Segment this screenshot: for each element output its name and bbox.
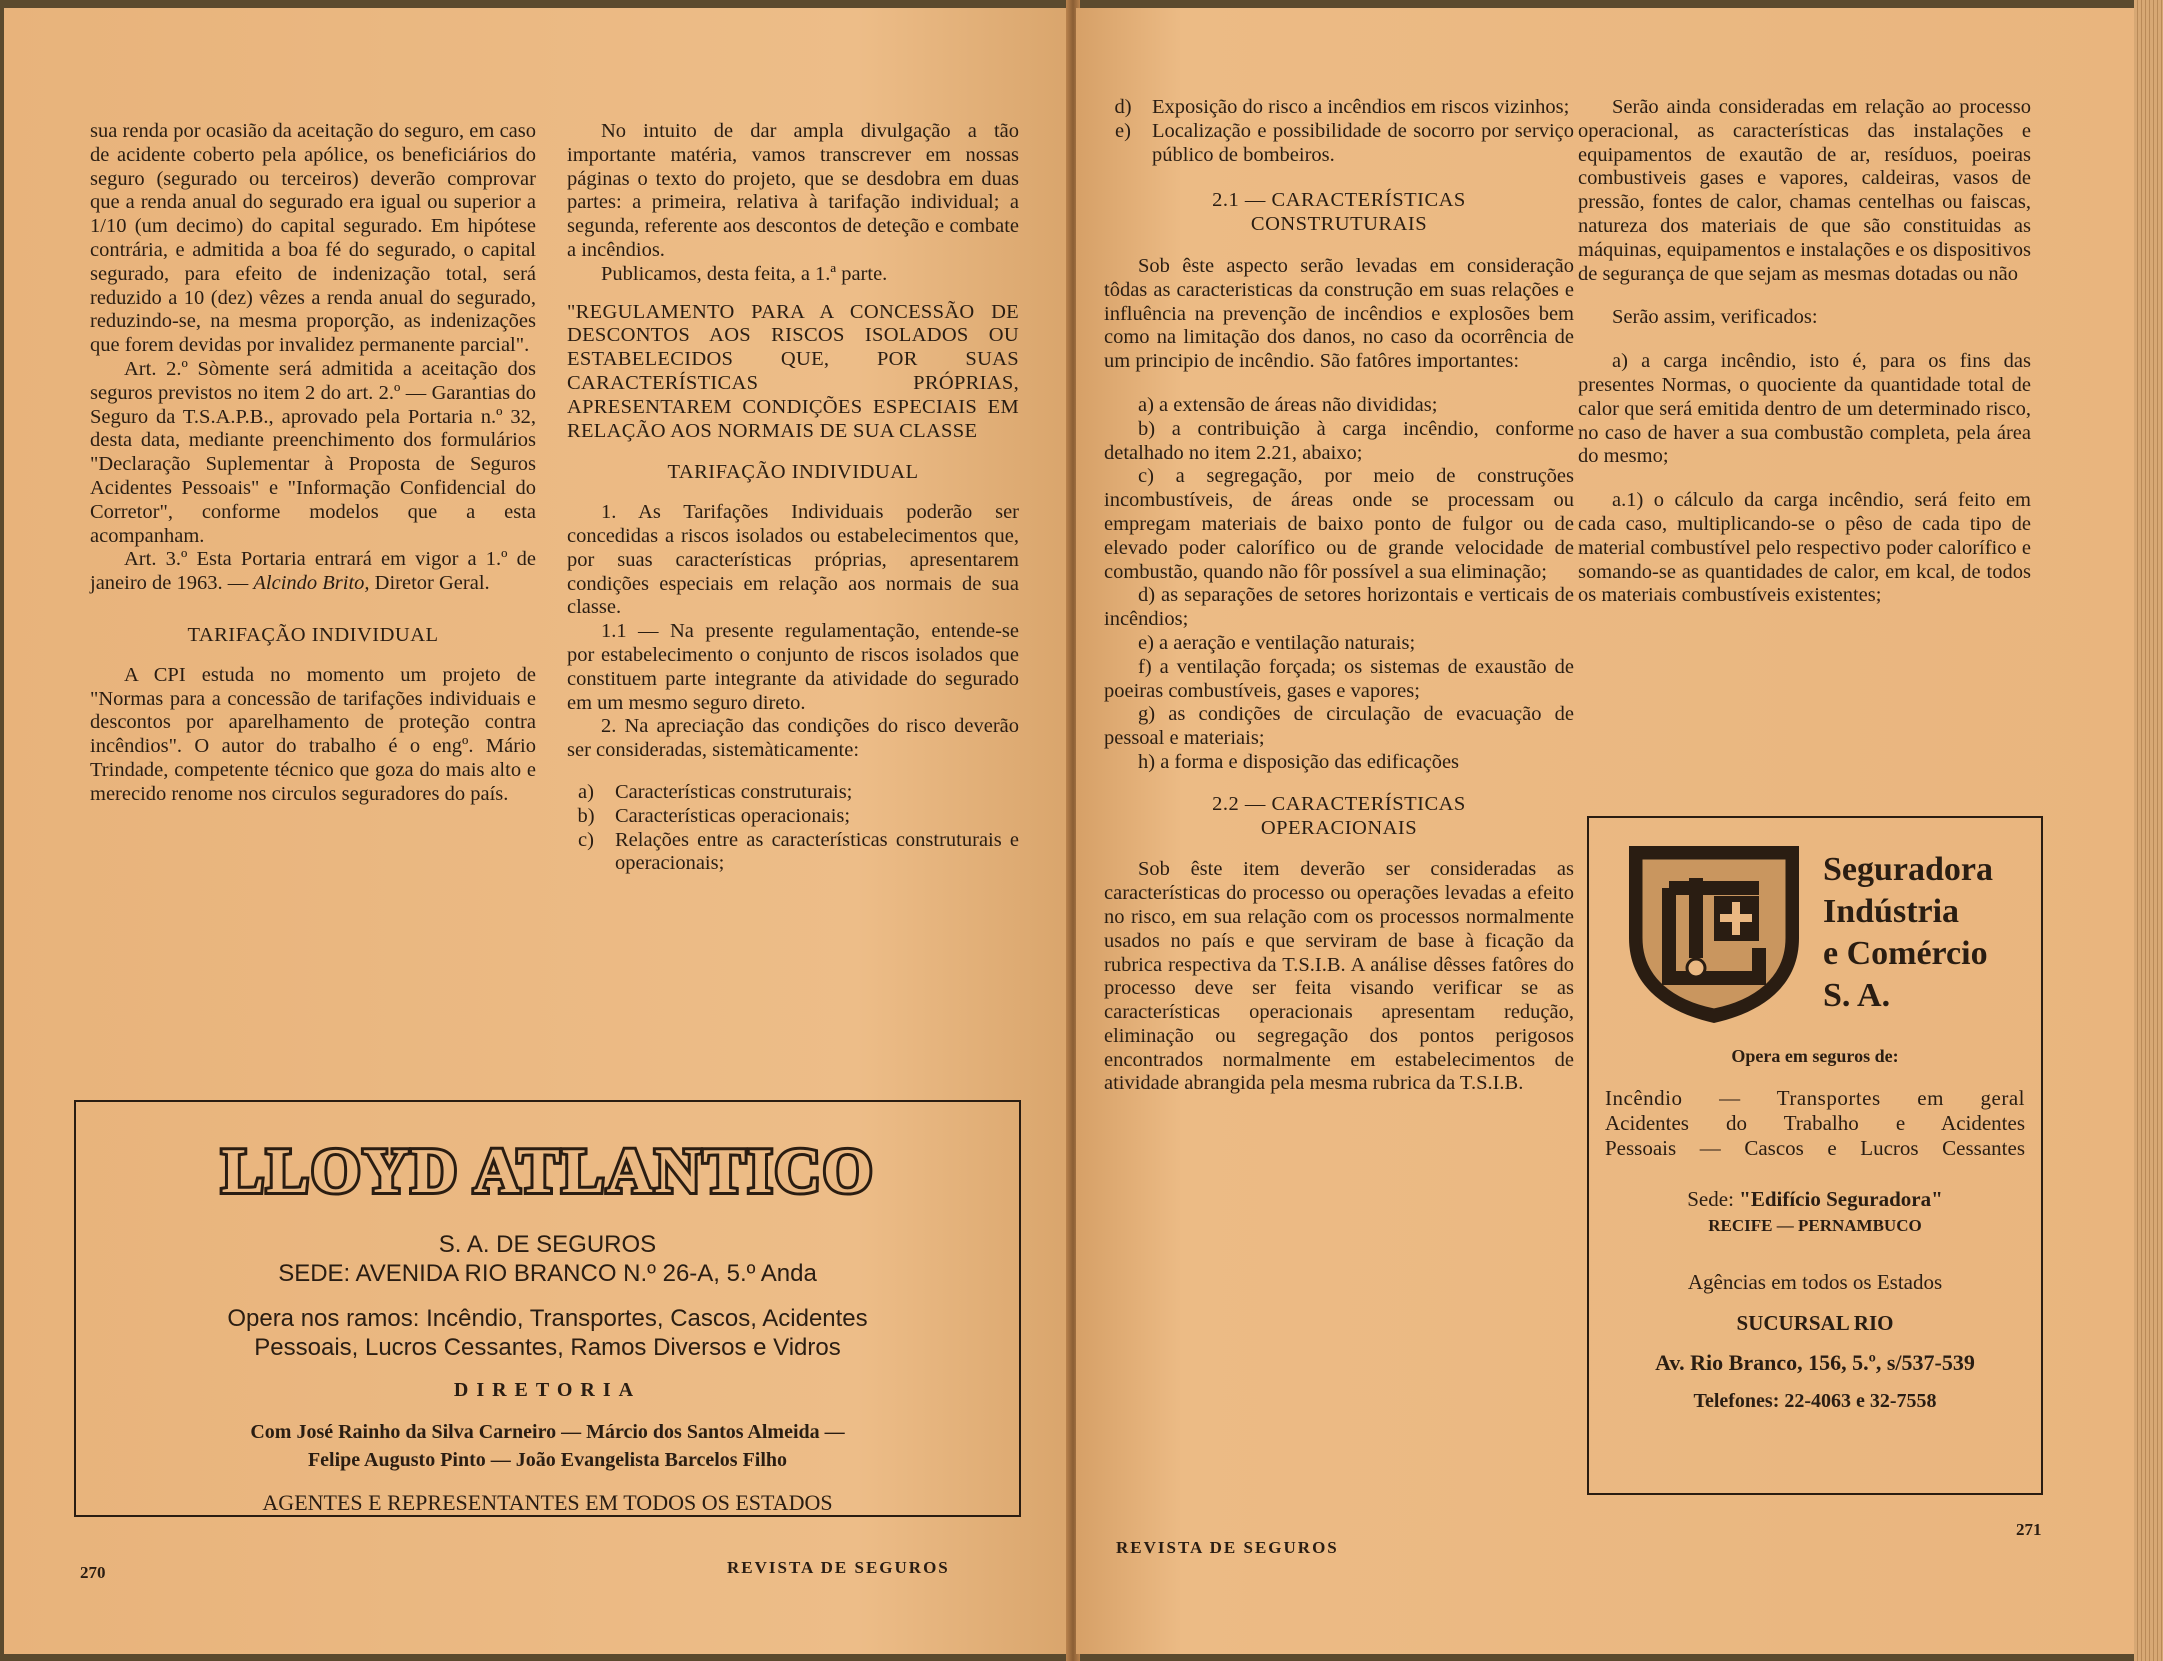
ad-company-name: e Comércio xyxy=(1823,935,1988,972)
ad-company-name: Indústria xyxy=(1823,893,1960,930)
paragraph-text: Diretor Geral. xyxy=(374,572,490,595)
list-text: Características operacionais; xyxy=(615,804,851,827)
paragraph: 2. Na apreciação das condições do risco deverão ser consideradas, sistemàticamente: xyxy=(567,715,1019,762)
paragraph: a.1) o cálculo da carga incêndio, será feito em cada caso, multiplicando-se o pêso de cada tipo de material combustível pelo respectivo poder calorífico e somando-se as quantidades de calor, em kcal, de todos os materiais combustíveis existentes; xyxy=(1578,489,2031,607)
list-item xyxy=(567,805,1019,829)
ad-board-members: Com José Rainho da Silva Carneiro — Márcio dos Santos Almeida — xyxy=(250,1421,845,1443)
paragraph: A CPI estuda no momento um projeto de "Normas para a concessão de tarifações individuais e descontos por aparelhamento de proteção contra incêndios". O autor do trabalho é o engº. Mário Trindade, competente técnico que goza do mais alto e merecido renome nos circulos seguradores do país. xyxy=(90,663,536,805)
list-label: d) xyxy=(1114,96,1132,118)
list-label: c) xyxy=(578,828,594,851)
list-item xyxy=(1104,120,1574,168)
list-text: Relações entre as características construturais e operacionais; xyxy=(615,828,1019,875)
ad-agencies: Agências em todos os Estados xyxy=(1687,1270,1943,1294)
paragraph: Art. 2.º Sòmente será admitida a aceitação dos seguros previstos no item 2 do art. 2.º — Garantias do Seguro da T.S.A.P.B., aprovado pela Portaria n.º 32, desta data, mediante preenchimento dos formulários "Declaração Suplementar à Proposta de Seguros Acidentes Pessoais" e "Informação Confidencial do Corretor", conforme modelos que a esta acompanham. xyxy=(90,357,536,547)
list-item: f) a ventilação forçada; os sistemas de exaustão de poeiras combustíveis, gases e vapores; xyxy=(1104,655,1574,702)
right-column-1 xyxy=(1104,96,1574,1096)
ad-city: RECIFE — PERNAMBUCO xyxy=(1708,1216,1922,1235)
paragraph: 1.1 — Na presente regulamentação, entende-se por estabelecimento o conjunto de riscos isolados que constituem parte integrante da atividade do segurado em um mesmo seguro direto. xyxy=(567,620,1019,714)
section-heading: TARIFAÇÃO INDIVIDUAL xyxy=(187,623,439,646)
paragraph: Sob êste item deverão ser consideradas as características do processo ou operações levadas a efeito no risco, em sua relação com os processos normalmente usados no país e que serviram de base à ficação da rubrica respectiva da T.S.I.B. A análise dêsses fatôres do processo deve ser feita visando verificar se as características operacionais apresentam redução, eliminação ou segregação dos pontos perigosos encontrados normalmente em estabelecimentos de atividade abrangida pela mesma rubrica da T.S.I.B. xyxy=(1104,858,1574,1095)
paragraph: Publicamos, desta feita, a 1.ª parte. xyxy=(601,262,888,285)
list-item: b) a contribuição à carga incêndio, conforme detalhado no item 2.21, abaixo; xyxy=(1104,417,1574,464)
list-item: e) a aeração e ventilação naturais; xyxy=(1138,631,1416,654)
ad-branch: SUCURSAL RIO xyxy=(1736,1311,1894,1335)
list-label: e) xyxy=(1115,119,1131,142)
logo-text: LLOYD ATLANTICO xyxy=(221,1135,874,1206)
signature-name: Alcindo Brito, xyxy=(253,572,370,595)
page-edges xyxy=(2134,0,2163,1661)
ad-company: S. A. DE SEGUROS xyxy=(438,1231,657,1258)
ad-sede: "Edifício Seguradora" xyxy=(1739,1187,1943,1211)
right-page xyxy=(1076,8,2134,1654)
left-column-2 xyxy=(567,120,1019,876)
page-number: 271 xyxy=(2016,1520,2042,1539)
paragraph-text: Art. 3.º Esta Portaria entrará em vigor a 1.º de janeiro de 1963. — xyxy=(90,548,536,595)
page-number: 270 xyxy=(80,1563,106,1582)
ad-company-name: S. A. xyxy=(1823,977,1891,1014)
ad-opera: Opera em seguros de: xyxy=(1731,1046,1899,1066)
ad-branches: Opera nos ramos: Incêndio, Transportes, Cascos, Acidentes xyxy=(227,1305,868,1332)
left-column-1 xyxy=(90,120,536,807)
list-text: Exposição do risco a incêndios em riscos vizinhos; xyxy=(1152,96,1570,118)
list-item xyxy=(567,781,1019,805)
ad-address: Av. Rio Branco, 156, 5.º, s/537-539 xyxy=(1655,1350,1975,1375)
lloyd-atlantico-advertisement xyxy=(74,1100,1021,1517)
ad-phones: Telefones: 22-4063 e 32-7558 xyxy=(1693,1390,1937,1412)
regulation-title: "REGULAMENTO PARA A CONCESSÃO DE DESCONTOS AOS RISCOS ISOLADOS OU ESTABELECIDOS QUE, POR SUAS CARACTERÍSTICAS PRÓPRIAS, APRESENTAREM CONDIÇÕES ESPECIAIS EM RELAÇÃO AOS NORMAIS DE SUA CLASSE xyxy=(567,300,1019,442)
ad-board-members: Felipe Augusto Pinto — João Evangelista Barcelos Filho xyxy=(307,1449,788,1471)
section-heading: 2.2 — CARACTERÍSTICAS OPERACIONAIS xyxy=(1212,792,1466,839)
list-item: h) a forma e disposição das edificações xyxy=(1138,750,1460,773)
lloyd-atlantico-logo xyxy=(221,1124,874,1214)
list-item xyxy=(567,829,1019,877)
section-heading: TARIFAÇÃO INDIVIDUAL xyxy=(667,461,919,484)
ad-insurance-lines: Acidentes do Trabalho e Acidentes xyxy=(1605,1111,2025,1135)
ad-agents: AGENTES E REPRESENTANTES EM TODOS OS ESTADOS xyxy=(262,1490,833,1515)
paragraph xyxy=(90,548,536,596)
section-heading: 2.1 — CARACTERÍSTICAS CONSTRUTURAIS xyxy=(1212,189,1466,236)
list-label: a) xyxy=(578,780,594,803)
paragraph: sua renda por ocasião da aceitação do seguro, em caso de acidente coberto pela apólice, os beneficiários do seguro (segurado ou terceiros) deverão comprovar que a renda anual do segurado era igual ou superior a 1/10 (um decimo) do capital segurado. Em hipótese contrária, e admitida a boa fé do segurado, o capital segurado, para efeito de indenização total, será reduzido a 10 (dez) vêzes a renda anual do segurado, reduzindo-se, na mesma proporção, as indenizações que forem devidas por invalidez permanente parcial". xyxy=(90,120,536,357)
paragraph: 1. As Tarifações Individuais poderão ser concedidas a riscos isolados ou estabelecimentos que, por suas características próprias, apresentarem condições especiais em relação aos normais de sua classe. xyxy=(567,501,1019,619)
ad-insurance-lines: Pessoais — Cascos e Lucros Cessantes xyxy=(1605,1136,2025,1160)
ad-sede-label: Sede: xyxy=(1687,1187,1734,1211)
list-item: c) a segregação, por meio de construções incombustíveis, de áreas onde se processam ou empregam materiais de baixo ponto de fulgor ou de elevado poder calorífico ou de grande velocidade de combustão, quando não fôr possível a sua eliminação; xyxy=(1104,465,1574,583)
left-page xyxy=(4,8,1070,1654)
running-title: REVISTA DE SEGUROS xyxy=(727,1558,950,1577)
paragraph: No intuito de dar ampla divulgação a tão importante matéria, vamos transcrever em nossas páginas o texto do projeto, que se desdobra em duas partes: a primeira, relativa à tarifação individual; a segunda, referente aos descontos de deteção e combate a incêndios. xyxy=(567,120,1019,261)
paragraph: Serão assim, verificados: xyxy=(1612,306,1818,329)
ad-address: SEDE: AVENIDA RIO BRANCO N.º 26-A, 5.º Anda xyxy=(278,1260,817,1287)
paragraph: Serão ainda consideradas em relação ao processo operacional, as características das instalações e equipamentos de exautão de ar, resíduos, poeiras combustiveis gases e vapores, caldeiras, vasos de pressão, fontes de calor, chamas centelhas ou faiscas, natureza dos materiais de que são constituidas as máquinas, equipamentos e instalações e os dispositivos de segurança de que sejam as mesmas dotadas ou não xyxy=(1578,96,2031,285)
list-text: Localização e possibilidade de socorro por serviço público de bombeiros. xyxy=(1152,119,1574,166)
ad-branches: Pessoais, Lucros Cessantes, Ramos Diversos e Vidros xyxy=(254,1334,841,1361)
paragraph: Sob êste aspecto serão levadas em consideração tôdas as caracteristicas da construção em suas relações e influência na prevenção de incêndios e explosões bem como na limitação dos danos, no caso da ocorrência de um principio de incêndio. São fatôres importantes: xyxy=(1104,254,1574,373)
characteristics-list xyxy=(567,781,1019,876)
right-column-2 xyxy=(1578,96,2031,608)
list-label: b) xyxy=(577,804,595,827)
list-item: d) as separações de setores horizontais e verticais de incêndios; xyxy=(1104,584,1574,631)
paragraph: a) a carga incêndio, isto é, para os fins das presentes Normas, o quociente da quantidade total de calor que será emitida dentro de um determinado risco, no caso de haver a sua combustão completa, pela área do mesmo; xyxy=(1578,350,2031,468)
list-item xyxy=(1104,96,1574,120)
list-text: Características construturais; xyxy=(615,780,853,803)
list-top xyxy=(1104,96,1574,167)
ad-insurance-lines: Incêndio — Transportes em geral xyxy=(1605,1086,2025,1110)
ad-company-name: Seguradora xyxy=(1823,851,1993,888)
list-item: g) as condições de circulação de evacuação de pessoal e materiais; xyxy=(1104,703,1574,750)
shield-logo-icon xyxy=(1619,838,1809,1028)
seguradora-industria-advertisement xyxy=(1587,816,2043,1495)
ad-board-title: DIRETORIA xyxy=(453,1379,642,1401)
running-title: REVISTA DE SEGUROS xyxy=(1116,1538,1339,1557)
list-item: a) a extensão de áreas não divididas; xyxy=(1138,393,1438,416)
